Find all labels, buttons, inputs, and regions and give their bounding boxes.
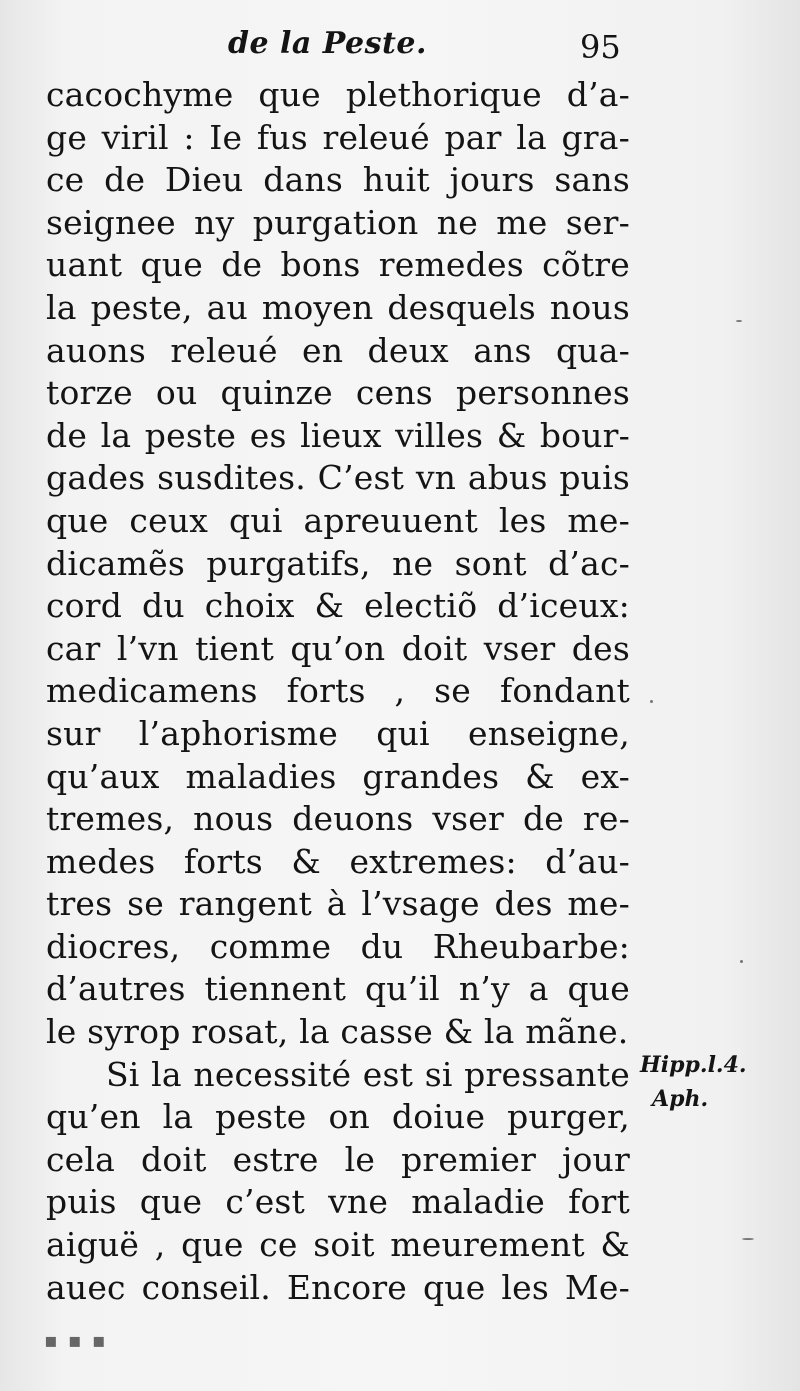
text-line: car l’vn tient qu’on doit vser des bbox=[46, 628, 630, 668]
text-line: medes forts & extremes: d’au- bbox=[46, 841, 630, 881]
text-line: medicamens forts , se fondant bbox=[46, 671, 630, 711]
text-line: sur l’aphorisme qui enseigne, bbox=[46, 713, 630, 753]
text-line: diocres, comme du Rheubarbe: bbox=[46, 926, 630, 966]
text-line: qu’en la peste on doiue purger, bbox=[46, 1097, 630, 1137]
margin-citation-line: Aph. bbox=[652, 1086, 709, 1112]
ink-speck bbox=[736, 320, 742, 322]
text-line: d’autres tiennent qu’il n’y a que bbox=[46, 969, 630, 1009]
text-line: ce de Dieu dans huit jours sans bbox=[46, 160, 630, 200]
ink-speck bbox=[742, 1238, 754, 1240]
text-line: cela doit estre le premier jour bbox=[46, 1139, 630, 1179]
text-line: aiguë , que ce soit meurement & bbox=[46, 1225, 630, 1265]
text-line: que ceux qui apreuuent les me- bbox=[46, 500, 630, 540]
text-line: tres se rangent à l’vsage des me- bbox=[46, 884, 630, 924]
text-line: qu’aux maladies grandes & ex- bbox=[46, 756, 630, 796]
running-header: de la Peste. bbox=[228, 26, 427, 61]
text-line: puis que c’est vne maladie fort bbox=[46, 1182, 630, 1222]
text-line: le syrop rosat, la casse & la mãne. bbox=[46, 1012, 629, 1052]
text-line: torze ou quinze cens personnes bbox=[46, 373, 630, 413]
page-number: 95 bbox=[580, 28, 621, 66]
margin-citation-line: Hipp.l.4. bbox=[640, 1052, 747, 1078]
text-line: dicamẽs purgatifs, ne sont d’ac- bbox=[46, 543, 630, 583]
ink-speck bbox=[740, 960, 743, 963]
bleed-through-mark: ▪ ▪ ▪ bbox=[44, 1328, 108, 1352]
margin-citation bbox=[640, 1048, 747, 1116]
text-line: gades susdites. C’est vn abus puis bbox=[46, 458, 630, 498]
ink-speck bbox=[650, 700, 653, 703]
text-line: uant que de bons remedes cõtre bbox=[46, 245, 630, 285]
text-line: la peste, au moyen desquels nous bbox=[46, 287, 630, 327]
paragraph-start-line: Si la necessité est si pressante bbox=[106, 1054, 630, 1094]
text-line: ge viril : Ie fus releué par la gra- bbox=[46, 117, 630, 157]
text-line: seignee ny purgation ne me ser- bbox=[46, 202, 630, 242]
text-line: tremes, nous deuons vser de re- bbox=[46, 799, 630, 839]
text-line: auec conseil. Encore que les Me- bbox=[46, 1267, 630, 1307]
text-line: cacochyme que plethorique d’a- bbox=[46, 75, 630, 114]
body-text bbox=[46, 74, 630, 1309]
text-line: auons releué en deux ans qua- bbox=[46, 330, 630, 370]
text-line: de la peste es lieux villes & bour- bbox=[46, 415, 630, 455]
text-line: cord du choix & electiõ d’iceux: bbox=[46, 586, 630, 626]
